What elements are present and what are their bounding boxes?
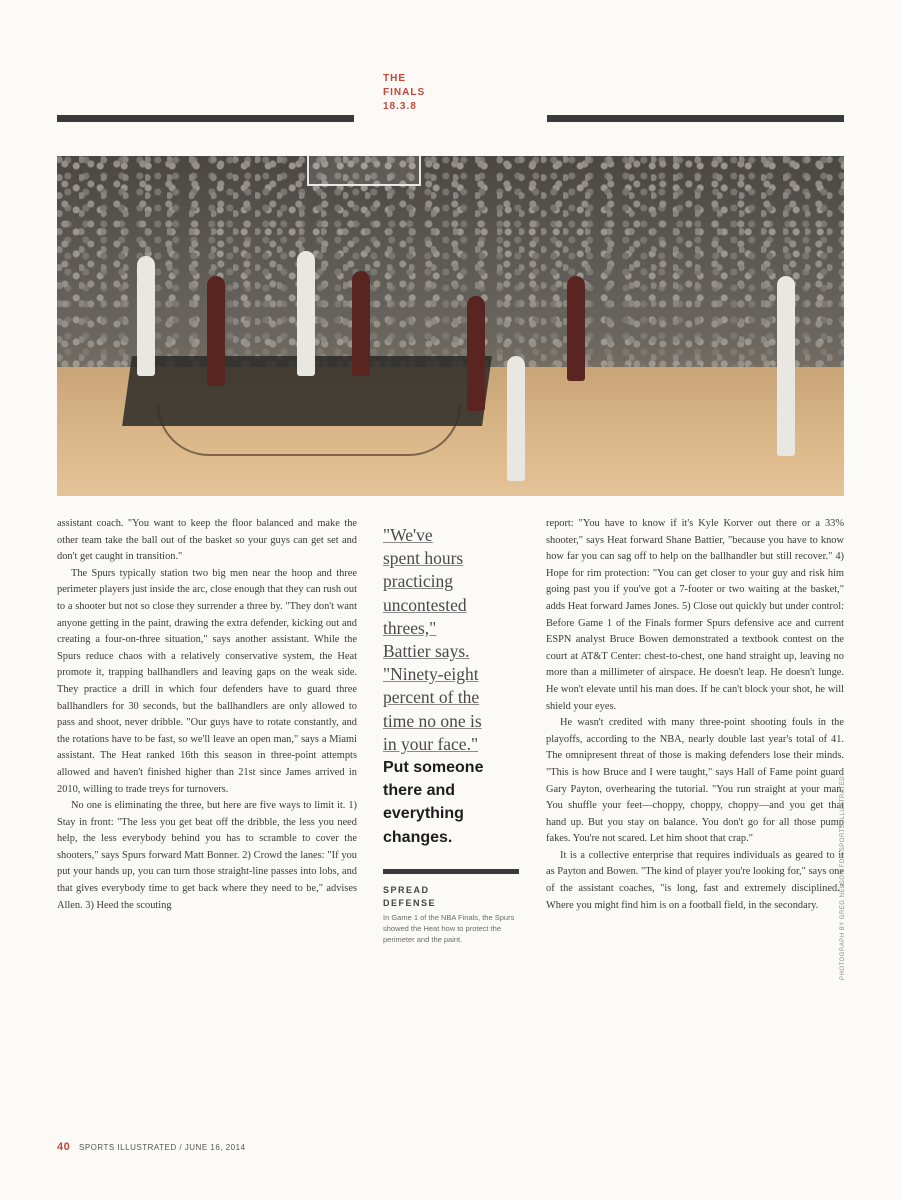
pull-quote-line: uncontested <box>383 594 467 615</box>
page-number: 40 <box>57 1141 71 1153</box>
photo-court-arc <box>157 404 461 456</box>
folio-text: SPORTS ILLUSTRATED / JUNE 16, 2014 <box>78 1143 246 1152</box>
article-paragraph: He wasn't credited with many three-point shooting fouls in the playoffs, according to the NBA, nearly double last year's total of 41. The omnipresent threat of those is making defenders lose their minds. "This is how Bruce and I were taught," says Hall of Fame point guard Gary Payton, overhearing the tutorial. "You run straight at your man. You shuffle your feet—choppy, choppy, choppy—and you get that hand up. But you stay on balance. You don't go for all those pump fakes. You're not scared. Let him shoot that crap." <box>546 717 844 845</box>
pull-quote-rule <box>383 869 519 874</box>
caption-body: In Game 1 of the NBA Finals, the Spurs showed the Heat how to protect the perimeter and the paint. <box>383 913 515 944</box>
pull-quote-emphasis: there and <box>383 782 456 800</box>
pull-quote <box>383 524 519 849</box>
caption-heading-line: SPREAD <box>383 885 430 895</box>
article-column-3 <box>546 516 844 914</box>
section-tag-line: 18.3.8 <box>383 101 417 112</box>
pull-quote-line: percent of the <box>383 687 480 708</box>
pull-quote-line: "We've <box>383 525 433 545</box>
article-column-1 <box>57 516 357 914</box>
photo-player <box>352 271 370 376</box>
photo-player <box>467 296 485 411</box>
section-tag-line: THE <box>383 73 406 84</box>
header-rule-left <box>57 115 354 122</box>
section-tag <box>383 72 425 114</box>
pull-quote-line: "Ninety-eight <box>383 664 479 685</box>
caption-heading <box>383 884 519 910</box>
pull-quote-line: Battier says. <box>383 641 470 662</box>
photo-crowd <box>57 156 844 367</box>
caption-heading-line: DEFENSE <box>383 898 437 908</box>
photo-player <box>777 276 795 456</box>
header-rule-right <box>547 115 844 122</box>
photo-player <box>507 356 525 481</box>
article-paragraph: No one is eliminating the three, but here are five ways to limit it. 1) Stay in front: "The less you get beat off the dribble, the less you need help, the less everybody behind you has to scramble to cover the shooters," says Spurs forward Matt Bonner. 2) Crowd the lanes: "If you put your hands up, you can turn those straight-line passes into lobs, and that gives everybody time to get back where they need to be," advises Allen. 3) Heed the scouting <box>57 800 357 911</box>
pull-quote-emphasis: everything <box>383 805 464 823</box>
photo-credit: PHOTOGRAPH BY GREG NELSON FOR SPORTS ILLUSTRATED <box>840 775 846 980</box>
section-tag-line: FINALS <box>383 87 426 98</box>
pull-quote-line: threes," <box>383 617 437 638</box>
photo-player <box>567 276 585 381</box>
pull-quote-line: practicing <box>383 571 453 592</box>
photo-backboard <box>307 156 421 186</box>
pull-quote-line: in your face." <box>383 733 479 754</box>
pull-quote-line: spent hours <box>383 548 464 569</box>
photo-basketball-game <box>57 156 844 496</box>
photo-player <box>297 251 315 376</box>
pull-quote-emphasis: changes. <box>383 828 453 846</box>
article-paragraph: The Spurs typically station two big men near the hoop and three perimeter players just inside the arc, close enough that they can rush out to a shooter but not so close they surrender a three by. "They don't want anyone getting in the paint, drawing the extra defender, kicking out and creating a four-on-three situation," says another assistant. While the Spurs reduce chaos with a relatively conservative system, the Heat promote it, trapping ballhandlers and leaving gaps on the weak side. They practice a drill in which four defenders have to guard three ballhandlers for 30 seconds, but the ballhandlers are only allowed to pass and shoot, never dribble. "Our guys have to rotate constantly, and the rotations have to be fast, so we'll leave an open man," says a Miami assistant. The Heat ranked 16th this season in three-point attempts allowed and haven't finished higher than 21st since James arrived in 2010, willing to trade treys for turnovers. <box>57 567 357 795</box>
article-paragraph: report: "You have to know if it's Kyle Korver out there or a 33% shooter," says Heat forward Shane Battier, "because you have to know how far you can sag off to help on the ballhandler but still recover." 4) Hope for rim protection: "You can get closer to your guy and risk him going past you if you've got a 7-footer or two waiting at the basket," adds Heat forward James Jones. 5) Close out quickly but under control: Before Game 1 of the Finals former Spurs defensive ace and current ESPN analyst Bruce Bowen demonstrated a textbook contest on the court at AT&T Center: chest-to-chest, one hand straight up, leaving no more than a millimeter of airspace. He doesn't leap. He doesn't lunge. He won't elevate until his man does. If he can't block your shot, he will shield your eyes. <box>546 518 844 712</box>
article-paragraph: It is a collective enterprise that requires individuals as geared to it as Payton and Bowen. "The kind of player you're looking for," says one of the assistant coaches, "is long, fast and extremely disciplined." Where you might find him is on a football field, in the secondary. <box>546 849 844 911</box>
page-folio <box>57 1141 246 1153</box>
photo-player <box>137 256 155 376</box>
photo-player <box>207 276 225 386</box>
pull-quote-line: time no one is <box>383 710 482 731</box>
pull-quote-emphasis: Put someone <box>383 759 484 777</box>
article-paragraph: assistant coach. "You want to keep the floor balanced and make the other team take the ball out of the basket so your guys can get set and don't get caught in transition." <box>57 518 357 563</box>
